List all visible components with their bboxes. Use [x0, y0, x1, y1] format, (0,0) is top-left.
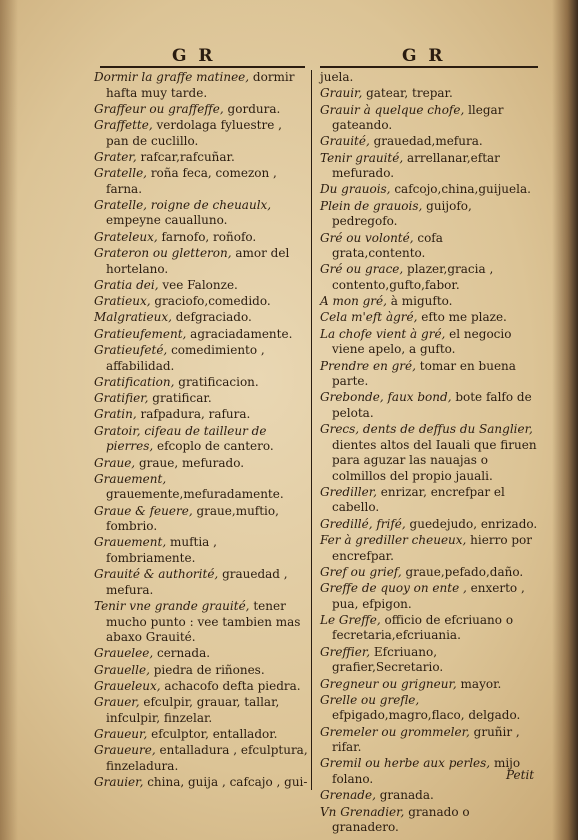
dictionary-entry	[94, 567, 308, 598]
entry-definition: graue,pefado,daño.	[401, 564, 524, 579]
entry-definition: plazer,gracia , contento,gufto,fabor.	[332, 262, 494, 292]
entry-headword: Grauelee,	[94, 646, 154, 661]
dictionary-entry	[320, 134, 538, 150]
entry-headword: Grater,	[94, 149, 137, 164]
entry-definition: graciofo,comedido.	[150, 294, 271, 309]
entry-headword: Gremil ou herbe aux perles,	[320, 756, 491, 771]
dictionary-entry	[320, 151, 538, 182]
entry-definition: entalladura , efculptura, finzeladura.	[106, 743, 308, 773]
dictionary-entry	[94, 663, 308, 679]
dictionary-entry	[320, 613, 538, 644]
entry-definition: efto me plaze.	[417, 310, 507, 325]
dictionary-entry	[320, 103, 538, 134]
entry-headword: Grauir,	[320, 86, 363, 101]
entry-headword: Gratelle,	[94, 166, 147, 181]
entry-headword: Plein de grauois,	[320, 198, 423, 213]
dictionary-entry	[320, 677, 538, 693]
entry-definition: llegar gateando.	[332, 102, 504, 133]
entry-headword: Greffe de quoy on ente ,	[320, 581, 467, 596]
entry-definition: gratificar.	[148, 391, 212, 406]
entry-definition: gatear, trepar.	[362, 86, 453, 101]
dictionary-entry	[320, 294, 538, 310]
dictionary-entry	[320, 805, 538, 836]
dictionary-entry	[320, 565, 538, 581]
entry-headword: Grauement,	[94, 535, 167, 550]
dictionary-entry	[94, 118, 308, 149]
entry-headword: Cela m'eft àgré,	[320, 310, 418, 325]
entry-definition: graue,muftio, fombrio.	[106, 503, 279, 534]
dictionary-entry	[320, 310, 538, 326]
dictionary-entry	[94, 102, 308, 118]
entry-definition: hierro por encrefpar.	[332, 533, 532, 563]
entry-definition: enrizar, encrefpar el cabello.	[332, 484, 505, 515]
dictionary-entry	[320, 327, 538, 358]
entry-headword: A mon gré,	[320, 294, 387, 309]
dictionary-entry	[94, 391, 308, 407]
entry-definition: comedimiento , affabilidad.	[106, 343, 265, 373]
entry-headword: Gratieufeté,	[94, 343, 168, 358]
entry-headword: Grauement,	[94, 471, 167, 486]
dictionary-entry	[94, 535, 308, 566]
entry-definition: verdolaga fyluestre , pan de cuclillo.	[106, 118, 282, 148]
dictionary-entry	[94, 150, 308, 166]
entry-definition: granada.	[375, 788, 434, 803]
entry-definition: rafpadura, rafura.	[136, 407, 251, 422]
entry-definition: efculptor, entallador.	[147, 727, 278, 742]
entry-headword: Grenade,	[320, 788, 376, 803]
entry-headword: Grauité,	[320, 134, 370, 149]
entry-headword: Graueleux,	[94, 678, 161, 693]
dictionary-entry	[94, 198, 308, 229]
entry-definition: amor del hortelano.	[106, 246, 290, 276]
entry-headword: Gref ou grief,	[320, 564, 402, 579]
entry-definition: grauedad,mefura.	[369, 134, 483, 149]
entry-headword: Grauité & authorité,	[94, 567, 219, 582]
entry-definition: enxerto , pua, efpigon.	[332, 581, 525, 611]
dictionary-entry	[320, 70, 538, 86]
dictionary-entry	[94, 278, 308, 294]
entry-headword: Graue,	[94, 455, 136, 470]
dictionary-entry	[320, 645, 538, 676]
entry-definition: rafcar,rafcuñar.	[136, 149, 235, 164]
dictionary-entry	[320, 231, 538, 262]
entry-definition: china, guija , cafcajo , gui-	[143, 775, 308, 790]
entry-headword: Gratin,	[94, 407, 137, 422]
entry-definition: mijo folano.	[332, 756, 521, 786]
entry-headword: Graueur,	[94, 727, 148, 742]
dictionary-entry	[320, 390, 538, 421]
dictionary-entry	[320, 86, 538, 102]
entry-definition: grauedad , mefura.	[106, 567, 288, 597]
entry-headword: Graue & feuere,	[94, 503, 193, 518]
dictionary-entry	[94, 743, 308, 774]
entry-headword: Gratoir, cifeau de tailleur de pierres,	[94, 423, 267, 454]
column-divider	[311, 70, 312, 790]
right-column	[320, 70, 538, 836]
entry-headword: Gremeler ou grommeler,	[320, 724, 470, 739]
dictionary-entry	[94, 407, 308, 423]
dictionary-entry	[94, 294, 308, 310]
entry-headword: Grauer,	[94, 695, 140, 710]
entry-headword: Tenir grauité,	[320, 150, 404, 165]
entry-definition: efculpir, grauar, tallar, infculpir, finzelar.	[106, 695, 280, 725]
entry-headword: Gregneur ou grigneur,	[320, 676, 457, 691]
header-rule-right	[320, 66, 538, 68]
dictionary-entry	[94, 727, 308, 743]
entry-definition: granado o granadero.	[332, 804, 470, 835]
dictionary-entry	[320, 533, 538, 564]
entry-headword: Gredillé, frifé,	[320, 516, 406, 531]
dictionary-entry	[94, 775, 308, 791]
entry-headword: Graffette,	[94, 118, 153, 133]
entry-headword: Grebonde, faux bond,	[320, 390, 452, 405]
entry-definition: gratificacion.	[174, 374, 259, 389]
entry-headword: Fer à grediller cheueux,	[320, 533, 467, 548]
entry-definition: defgraciado.	[171, 310, 252, 325]
entry-headword: La chofe vient à gré,	[320, 326, 446, 341]
entry-definition: muftia , fombriamente.	[106, 535, 217, 565]
entry-definition: el negocio viene apelo, a gufto.	[332, 326, 512, 357]
catchword: Petit	[506, 768, 535, 782]
entry-definition: tomar en buena parte.	[332, 358, 516, 389]
entry-definition: efpigado,magro,flaco, delgado.	[332, 708, 521, 723]
entry-definition: mayor.	[456, 676, 502, 691]
dictionary-entry	[94, 246, 308, 277]
entry-definition: Efcriuano, grafier,Secretario.	[332, 644, 444, 675]
dictionary-entry	[320, 517, 538, 533]
running-header-left: G R	[172, 46, 216, 66]
entry-headword: Grauir à quelque chofe,	[320, 102, 465, 117]
entry-headword: Dormir la graffe matinee,	[94, 70, 250, 84]
entry-headword: Gratieux,	[94, 294, 151, 309]
entry-headword: Gratia dei,	[94, 277, 159, 292]
dictionary-entry	[94, 695, 308, 726]
entry-definition: officio de efcriuano o fecretaria,efcriuania.	[332, 612, 514, 643]
entry-definition: grauemente,mefuradamente.	[106, 487, 284, 502]
entry-definition: cafcojo,china,guijuela.	[390, 182, 531, 197]
entry-definition: empeyne caualluno.	[106, 213, 228, 228]
entry-headword: Tenir vne grande grauité,	[94, 599, 250, 614]
entry-definition: tener mucho punto : vee tambien mas abaxo Grauité.	[106, 599, 301, 645]
header-rule-left	[100, 66, 305, 68]
left-column	[94, 70, 308, 791]
entry-definition: farnofo, roñofo.	[157, 229, 257, 244]
dictionary-entry	[94, 166, 308, 197]
entry-definition: guedejudo, enrizado.	[405, 516, 538, 531]
dictionary-entry	[320, 262, 538, 293]
entry-definition: dientes altos del Iauali que firuen para aguzar las nauajas o colmillos del propio jauali.	[332, 437, 537, 483]
entry-definition: arrellanar,eftar mefurado.	[332, 150, 500, 181]
entry-definition: bote falfo de pelota.	[332, 390, 532, 420]
dictionary-entry	[94, 599, 308, 646]
entry-headword: Grauier,	[94, 775, 144, 790]
dictionary-entry	[94, 456, 308, 472]
page-shadow-left	[0, 0, 18, 840]
entry-definition: vee Falonze.	[158, 277, 238, 292]
dictionary-entry	[320, 485, 538, 516]
entry-headword: Grediller,	[320, 484, 377, 499]
dictionary-entry	[94, 504, 308, 535]
dictionary-entry	[320, 199, 538, 230]
entry-headword: Gratification,	[94, 374, 175, 389]
entry-definition: piedra de riñones.	[149, 662, 265, 677]
entry-definition: gruñir , rifar.	[332, 724, 520, 755]
entry-definition: cofa grata,contento.	[332, 230, 443, 261]
dictionary-entry	[94, 230, 308, 246]
dictionary-entry	[94, 472, 308, 503]
entry-headword: Gratelle, roigne de cheuaulx,	[94, 197, 272, 212]
entry-headword: Grelle ou grefle,	[320, 692, 420, 707]
dictionary-entry	[94, 70, 308, 101]
entry-definition: efcoplo de cantero.	[153, 439, 274, 454]
dictionary-entry	[320, 693, 538, 724]
entry-headword: Graueure,	[94, 743, 156, 758]
entry-headword: Gratieufement,	[94, 326, 187, 341]
entry-definition: juela.	[320, 70, 354, 84]
entry-headword: Vn Grenadier,	[320, 804, 405, 819]
entry-headword: Le Greffe,	[320, 612, 381, 627]
entry-headword: Gratifier,	[94, 391, 149, 406]
entry-headword: Du grauois,	[320, 182, 391, 197]
entry-headword: Greffier,	[320, 644, 371, 659]
dictionary-entry	[94, 343, 308, 374]
dictionary-entry	[94, 375, 308, 391]
dictionary-entry	[320, 422, 538, 484]
dictionary-entry	[94, 424, 308, 455]
entry-headword: Grecs, dents de deffus du Sanglier,	[320, 422, 533, 437]
dictionary-entry	[320, 182, 538, 198]
entry-definition: achacofo defta piedra.	[160, 678, 301, 693]
entry-headword: Gré ou volonté,	[320, 230, 414, 245]
dictionary-entry	[94, 310, 308, 326]
dictionary-entry	[320, 581, 538, 612]
entry-definition: cernada.	[153, 646, 211, 661]
entry-definition: à migufto.	[386, 294, 453, 309]
entry-definition: graue, mefurado.	[135, 455, 245, 470]
running-header-right: G R	[402, 46, 446, 66]
dictionary-entry	[94, 679, 308, 695]
dictionary-entry	[94, 646, 308, 662]
entry-headword: Malgratieux,	[94, 310, 172, 325]
entry-headword: Grauelle,	[94, 662, 150, 677]
dictionary-entry	[320, 359, 538, 390]
entry-definition: gordura.	[223, 101, 281, 116]
entry-headword: Grateron ou gletteron,	[94, 246, 232, 261]
entry-definition: dormir hafta muy tarde.	[106, 70, 295, 100]
page-shadow-right	[552, 0, 578, 840]
entry-definition: guijofo, pedregofo.	[332, 198, 472, 229]
dictionary-entry	[320, 725, 538, 756]
dictionary-entry	[94, 327, 308, 343]
entry-headword: Graffeur ou graffeffe,	[94, 101, 224, 116]
entry-headword: Grateleux,	[94, 229, 158, 244]
entry-definition: agraciadamente.	[186, 326, 293, 341]
entry-headword: Prendre en gré,	[320, 358, 416, 373]
dictionary-entry	[320, 788, 538, 804]
entry-definition: roña feca, comezon , farna.	[106, 166, 277, 196]
entry-headword: Gré ou grace,	[320, 262, 404, 277]
